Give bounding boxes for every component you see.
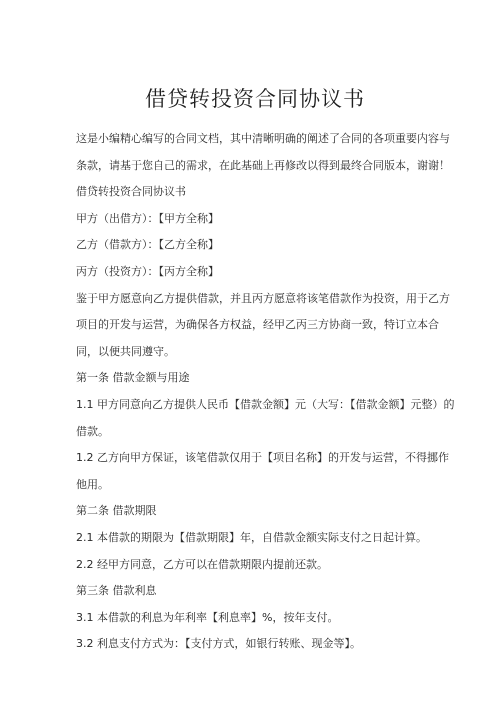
subtitle: 借贷转投资合同协议书 — [76, 185, 186, 199]
party-c: 丙方（投资方）：【丙方全称】 — [76, 264, 219, 278]
document-title: 借贷转投资合同协议书 — [145, 87, 365, 111]
clause-1-1 — [76, 392, 455, 445]
preamble-line-3: 同，以便共同遵守。 — [76, 344, 175, 358]
clause-2-2: 2.2 经甲方同意，乙方可以在借款期限内提前还款。 — [76, 557, 328, 571]
clause-1-1-line-2: 借款。 — [76, 424, 109, 438]
intro-line-2: 条款，请基于您自己的需求，在此基础上再修改以得到最终合同版本，谢谢！ — [76, 158, 450, 172]
clause-3-1: 3.1 本借款的利息为年利率【利息率】%，按年支付。 — [76, 610, 339, 624]
article-3-title: 第三条 借款利息 — [76, 584, 157, 598]
article-1-title: 第一条 借款金额与用途 — [76, 371, 190, 385]
preamble-line-2: 项目的开发与运营，为确保各方权益，经甲乙丙三方协商一致，特订立本合 — [76, 318, 439, 332]
document-body — [76, 126, 455, 658]
clause-3-2: 3.2 利息支付方式为：【支付方式，如银行转账、现金等】。 — [76, 637, 361, 651]
clause-1-2-line-2: 他用。 — [76, 477, 109, 491]
party-b: 乙方（借款方）：【乙方全称】 — [76, 238, 219, 252]
intro-line-1: 这是小编精心编写的合同文档，其中清晰明确的阐述了合同的各项重要内容与 — [76, 132, 450, 145]
party-a: 甲方（出借方）：【甲方全称】 — [76, 211, 219, 225]
preamble-line-1: 鉴于甲方愿意向乙方提供借款，并且丙方愿意将该笔借款作为投资，用于乙方 — [76, 291, 450, 305]
clause-2-1: 2.1 本借款的期限为【借款期限】年，自借款金额实际支付之日起计算。 — [76, 530, 427, 544]
clause-1-1-line-1: 1.1 甲方同意向乙方提供人民币【借款金额】元（大写：【借款金额】元整）的 — [76, 397, 455, 411]
clause-1-2 — [76, 445, 449, 498]
intro-paragraph — [76, 126, 450, 179]
clause-1-2-line-1: 1.2 乙方向甲方保证，该笔借款仅用于【项目名称】的开发与运营，不得挪作 — [76, 451, 449, 465]
preamble-paragraph — [76, 286, 450, 366]
article-2-title: 第二条 借款期限 — [76, 504, 157, 518]
